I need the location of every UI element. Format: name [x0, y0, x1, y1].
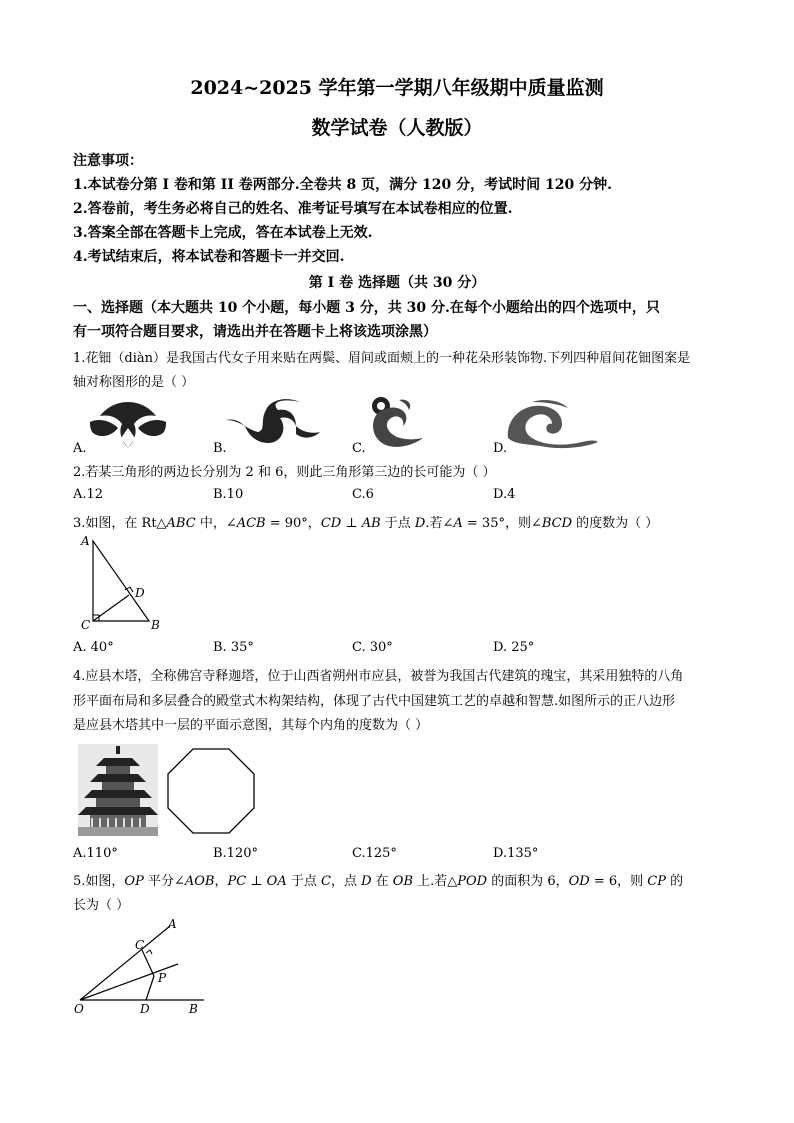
q3-option-d[interactable]: D. 25°: [493, 640, 535, 655]
question-5-text: 5.如图，OP 平分∠AOB，PC ⊥ OA 于点 C，点 D 在 OB 上.若△POD 的面积为 6，OD = 6，则 CP 的: [73, 874, 684, 889]
question-5-text-cont: 长为（ ）: [73, 898, 130, 913]
q4-option-d[interactable]: D.135°: [493, 846, 539, 861]
question-3-text: 3.如图，在 Rt△ABC 中，∠ACB = 90°，CD ⊥ AB 于点 D.若∠A = 35°，则∠BCD 的度数为（ ）: [73, 516, 659, 531]
label-p: P: [158, 971, 167, 985]
question-4-text-cont: 是应县木塔其中一层的平面示意图，其每个内角的度数为（ ）: [73, 718, 429, 733]
section-instructions-cont: 有一项符合题目要求，请选出并在答题卡上将该选项涂黑）: [73, 324, 437, 340]
label-d: D: [135, 586, 145, 600]
q1-option-d[interactable]: D.: [493, 441, 508, 456]
label-b: B: [151, 618, 160, 632]
section-instructions: 一、选择题（本大题共 10 个小题，每小题 3 分，共 30 分.在每个小题给出的四个选项中，只: [73, 300, 660, 316]
q4-option-c[interactable]: C.125°: [352, 846, 397, 861]
q3-option-c[interactable]: C. 30°: [352, 640, 393, 655]
note-item: 2.答卷前，考生务必将自己的姓名、准考证号填写在本试卷相应的位置.: [73, 201, 513, 217]
label-c: C: [81, 618, 91, 632]
q3-triangle-diagram: [75, 535, 175, 635]
label-o: O: [74, 1002, 84, 1016]
note-item: 4.考试结束后，将本试卷和答题卡一并交回.: [73, 249, 345, 265]
q2-option-c[interactable]: C.6: [352, 487, 374, 502]
question-4-text-cont: 形平面布局和多层叠合的殿堂式木构架结构，体现了古代中国建筑工艺的卓越和智慧.如图所示的正八边形: [73, 694, 676, 709]
regular-octagon: [166, 747, 256, 835]
huadian-pattern-c: [363, 394, 429, 454]
page-title: 2024~2025 学年第一学期八年级期中质量监测: [190, 77, 604, 99]
q2-option-d[interactable]: D.4: [493, 487, 516, 502]
q2-option-a[interactable]: A.12: [73, 487, 104, 502]
q4-option-a[interactable]: A.110°: [73, 846, 118, 861]
q1-option-b[interactable]: B.: [213, 441, 227, 456]
notes-heading: 注意事项：: [73, 153, 143, 169]
question-2-text: 2.若某三角形的两边长分别为 2 和 6，则此三角形第三边的长可能为（ ）: [73, 465, 496, 480]
question-1-text-cont: 轴对称图形的是（ ）: [73, 375, 195, 390]
q4-option-b[interactable]: B.120°: [213, 846, 258, 861]
question-1-text: 1.花钿（diàn）是我国古代女子用来贴在两鬓、眉间或面颊上的一种花朵形装饰物.下列四种眉间花钿图案是: [73, 351, 691, 366]
question-4-text: 4.应县木塔，全称佛宫寺释迦塔，位于山西省朔州市应县，被誉为我国古代建筑的瑰宝，其采用独特的八角: [73, 669, 684, 684]
q3-option-a[interactable]: A. 40°: [73, 640, 114, 655]
label-a: A: [168, 917, 177, 931]
label-d: D: [140, 1002, 150, 1016]
q1-option-a[interactable]: A.: [73, 441, 87, 456]
label-b: B: [189, 1002, 198, 1016]
page-subtitle: 数学试卷（人教版）: [311, 117, 483, 139]
note-item: 1.本试卷分第 I 卷和第 II 卷两部分.全卷共 8 页，满分 120 分，考试时间 120 分钟.: [73, 177, 612, 193]
section-title: 第 I 卷 选择题（共 30 分）: [308, 275, 486, 291]
huadian-pattern-a: [88, 398, 168, 454]
note-item: 3.答案全部在答题卡上完成，答在本试卷上无效.: [73, 225, 373, 241]
label-c: C: [135, 938, 145, 952]
q3-option-b[interactable]: B. 35°: [213, 640, 254, 655]
huadian-pattern-b: [222, 398, 322, 450]
label-a: A: [81, 534, 90, 548]
q5-angle-diagram: [72, 918, 212, 1014]
pagoda-photo: [78, 744, 158, 836]
huadian-pattern-d: [504, 398, 600, 450]
q2-option-b[interactable]: B.10: [213, 487, 244, 502]
q1-option-c[interactable]: C.: [352, 441, 366, 456]
